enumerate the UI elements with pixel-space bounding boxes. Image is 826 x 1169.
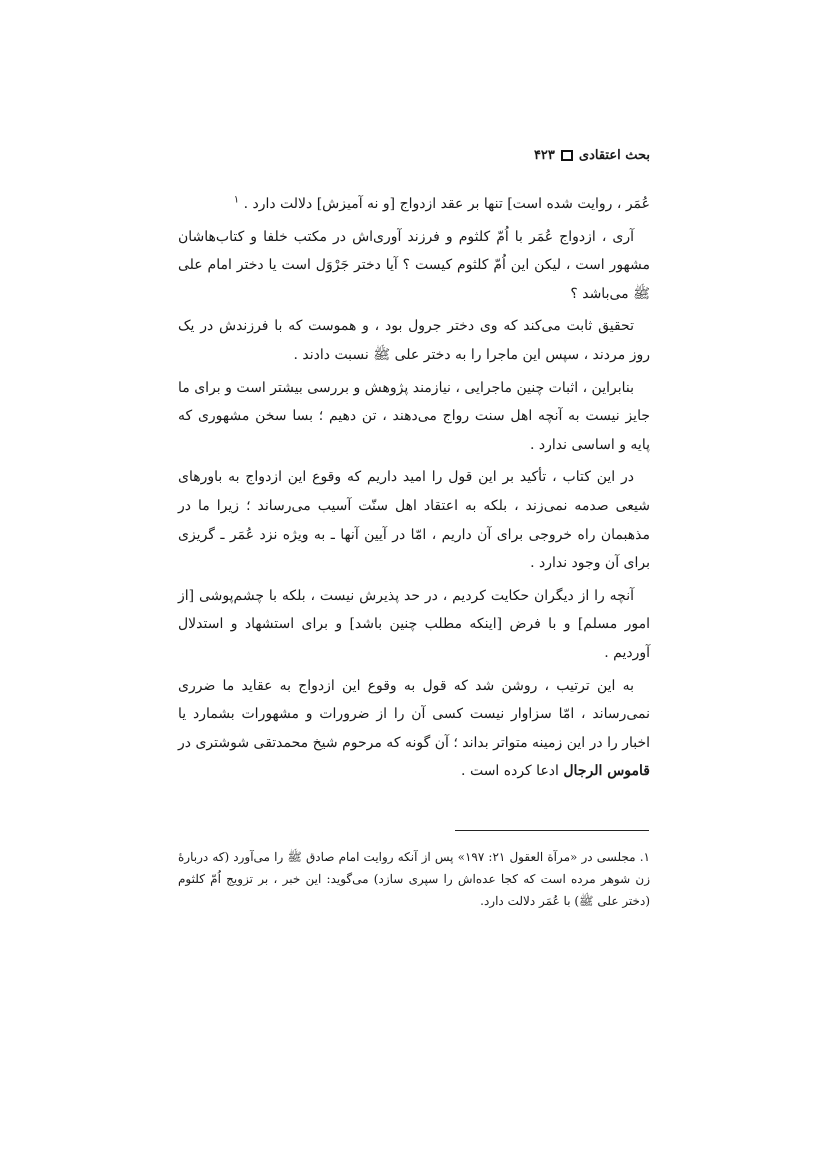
main-text <box>178 190 650 790</box>
paragraph-7 <box>178 672 650 786</box>
paragraph-3: تحقیق ثابت می‌کند که وی دختر جرول بود ، و هموست که با فرزندش در یک روز مردند ، سپس این ماجرا را به دختر علی ﷺ نسبت دادند . <box>178 318 650 363</box>
paragraph-7-tail: ادعا کرده است . <box>461 763 559 780</box>
footnote-reference[interactable]: ۱ <box>233 194 240 206</box>
page-number: ۴۲۳ <box>533 148 555 163</box>
footnote-1: ۱. مجلسی در «مرآة العقول ۲۱: ۱۹۷» پس از آنکه روایت امام صادق ﷺ را می‌آورد (که دربارهٔ زن شوهر مرده است که کجا عده‌اش را سپری سازد) می‌گوید: این خبر ، بر تزویج اُمّ کلثوم (دختر علی ﷺ) با عُمَر دلالت دارد. <box>178 850 650 908</box>
paragraph-5: در این کتاب ، تأکید بر این قول را امید داریم که وقوع این ازدواج به باورهای شیعی صدمه نمی‌زند ، بلکه به اعتقاد اهل سنّت آسیب می‌رساند ؛ زیرا ما در مذهبمان راه خروجی برای آن داریم ، امّا در آیین آنها ـ به ویژه نزد عُمَر ـ گریزی برای آن وجود ندارد . <box>178 469 650 572</box>
paragraph-1 <box>178 190 650 219</box>
running-header <box>180 148 650 163</box>
paragraph-1-text: عُمَر ، روایت شده است] تنها بر عقد ازدواج [و نه آمیزش] دلالت دارد . <box>243 196 650 212</box>
book-title-term: قاموس الرجال <box>563 763 650 780</box>
footnote-divider <box>455 830 649 831</box>
paragraph-2: آری ، ازدواج عُمَر با اُمّ کلثوم و فرزند آوری‌اش در مکتب خلفا و کتاب‌هاشان مشهور است ، لیکن این اُمّ کلثوم کیست ؟ آیا دختر جَرْوَل است یا دختر امام علی ﷺ می‌باشد ؟ <box>178 228 650 302</box>
paragraph-7-text: به این ترتیب ، روشن شد که قول به وقوع این ازدواج به عقاید ما ضرری نمی‌رساند ، امّا سزاوار نیست کسی آن را از ضرورات و مشهورات بشمارد یا اخبار را در این زمینه متواتر بداند ؛ آن گونه که مرحوم شیخ محمدتقی شوشتری در <box>178 677 650 751</box>
paragraph-6: آنچه را از دیگران حکایت کردیم ، در حد پذیرش نیست ، بلکه با چشم‌پوشی [از امور مسلم] و با فرض [اینکه مطلب چنین باشد] و برای استشهاد و استدلال آوردیم . <box>178 587 650 661</box>
header-title: بحث اعتقادی <box>578 148 650 163</box>
paragraph-4: بنابراین ، اثبات چنین ماجرایی ، نیازمند پژوهش و بررسی بیشتر است و برای ما جایز نیست به آنچه اهل سنت رواج می‌دهند ، تن دهیم ؛ بسا سخن مشهوری که پایه و اساسی ندارد . <box>178 379 650 453</box>
footnotes <box>178 846 650 912</box>
header-square-icon <box>561 150 573 161</box>
